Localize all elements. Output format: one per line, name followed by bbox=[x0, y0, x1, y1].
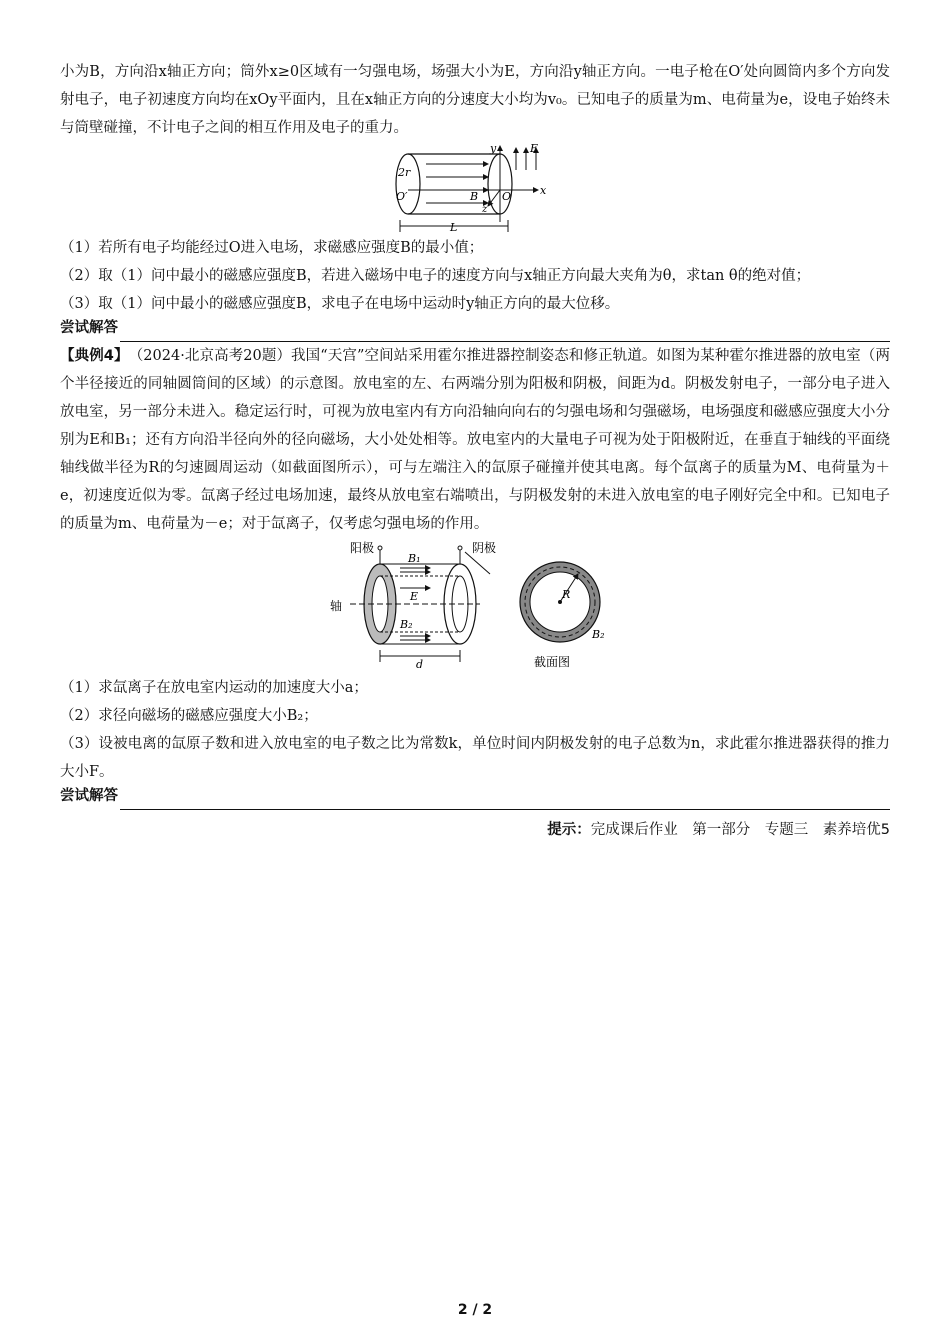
problem3-intro: 小为B，方向沿x轴正方向；筒外x≥0区域有一匀强电场，场强大小为E，方向沿y轴正方向。一电子枪在O′处向圆筒内多个方向发射电子，电子初速度方向均在xOy平面内，且在x轴正方向的分速度大小均为v₀。已知电子的质量为m、电荷量为e，设电子始终未与筒壁碰撞，不计电子之间的相互作用及电子的重力。 bbox=[60, 64, 890, 136]
answer-line[interactable] bbox=[60, 786, 890, 810]
problem3-q2: （2）取（1）问中最小的磁感应强度B，若进入磁场中电子的速度方向与x轴正方向最大夹角为θ，求tan θ的绝对值； bbox=[60, 268, 811, 284]
fig1-label-o-prime: O′ bbox=[396, 190, 408, 203]
fig1-label-o: O bbox=[502, 190, 512, 203]
document-body bbox=[60, 58, 890, 844]
example4-q3: （3）设被电离的氙原子数和进入放电室的电子数之比为常数k，单位时间内阴极发射的电子总数为n，求此霍尔推进器获得的推力大小F。 bbox=[60, 736, 890, 780]
example4-q2: （2）求径向磁场的磁感应强度大小B₂； bbox=[60, 708, 318, 724]
fig1-label-e: E bbox=[530, 142, 539, 155]
fig2-label-anode: 阳极 bbox=[350, 541, 375, 555]
fig2-label-b2-right: B₂ bbox=[592, 628, 605, 641]
fig1-label-2r: 2r bbox=[398, 166, 411, 179]
answer-label: 尝试解答 bbox=[60, 320, 118, 336]
fig2-label-e: E bbox=[410, 590, 419, 603]
fig2-label-b1: B₁ bbox=[408, 552, 421, 565]
fig1-label-l: L bbox=[450, 221, 458, 234]
homework-hint bbox=[60, 816, 890, 844]
problem3-q1: （1）若所有电子均能经过O进入电场，求磁感应强度B的最小值； bbox=[60, 240, 484, 256]
fig2-label-r: R bbox=[562, 588, 571, 601]
answer-line[interactable] bbox=[60, 318, 890, 342]
problem3-q3: （3）取（1）问中最小的磁感应强度B，求电子在电场中运动时y轴正方向的最大位移。 bbox=[60, 296, 620, 312]
fig1-label-b: B bbox=[470, 190, 479, 203]
fig2-label-axis: 轴 bbox=[330, 599, 343, 613]
fig2-label-d: d bbox=[416, 658, 424, 671]
hint-text: 完成课后作业 第一部分 专题三 素养培优5 bbox=[590, 822, 890, 838]
fig1-label-x: x bbox=[540, 184, 547, 197]
cylinder-figure bbox=[390, 142, 560, 234]
page-number: 2 / 2 bbox=[457, 1302, 493, 1318]
fig1-label-y: y bbox=[490, 142, 497, 155]
example4-body: （2024·北京高考20题）我国“天宫”空间站采用霍尔推进器控制姿态和修正轨道。如图为某种霍尔推进器的放电室（两个半径接近的同轴圆筒间的区域）的示意图。放电室的左、右两端分别为阳极和阴极，间距为d。阴极发射电子，一部分电子进入放电室，另一部分未进入。稳定运行时，可视为放电室内有方向沿轴向向右的匀强电场和匀强磁场，电场强度和磁感应强度大小分别为E和B₁；还有方向沿半径向外的径向磁场，大小处处相等。放电室内的大量电子可视为处于阳极附近，在垂直于轴线的平面绕轴线做半径为R的匀速圆周运动（如截面图所示），可与左端注入的氙原子碰撞并使其电离。每个氙离子的质量为M、电荷量为＋e，初速度近似为零。氙离子经过电场加速，最终从放电室右端喷出，与阴极发射的未进入放电室的电子刚好完全中和。已知电子的质量为m、电荷量为－e；对于氙离子，仅考虑匀强电场的作用。 bbox=[60, 348, 890, 532]
example4-text bbox=[60, 342, 890, 538]
fig2-label-b2: B₂ bbox=[400, 618, 413, 631]
answer-rule bbox=[120, 793, 890, 810]
fig1-label-z: z bbox=[482, 204, 488, 215]
cylinder-left-end bbox=[396, 154, 420, 214]
fig2-label-section: 截面图 bbox=[534, 655, 571, 669]
example4-q1: （1）求氙离子在放电室内运动的加速度大小a； bbox=[60, 680, 368, 696]
hint-label: 提示： bbox=[547, 822, 591, 838]
example4-tag: 【典例4】 bbox=[60, 348, 122, 364]
hall-thruster-figure bbox=[330, 538, 620, 674]
fig2-label-cathode: 阴极 bbox=[472, 541, 497, 555]
answer-label: 尝试解答 bbox=[60, 788, 118, 804]
answer-rule bbox=[120, 325, 890, 342]
